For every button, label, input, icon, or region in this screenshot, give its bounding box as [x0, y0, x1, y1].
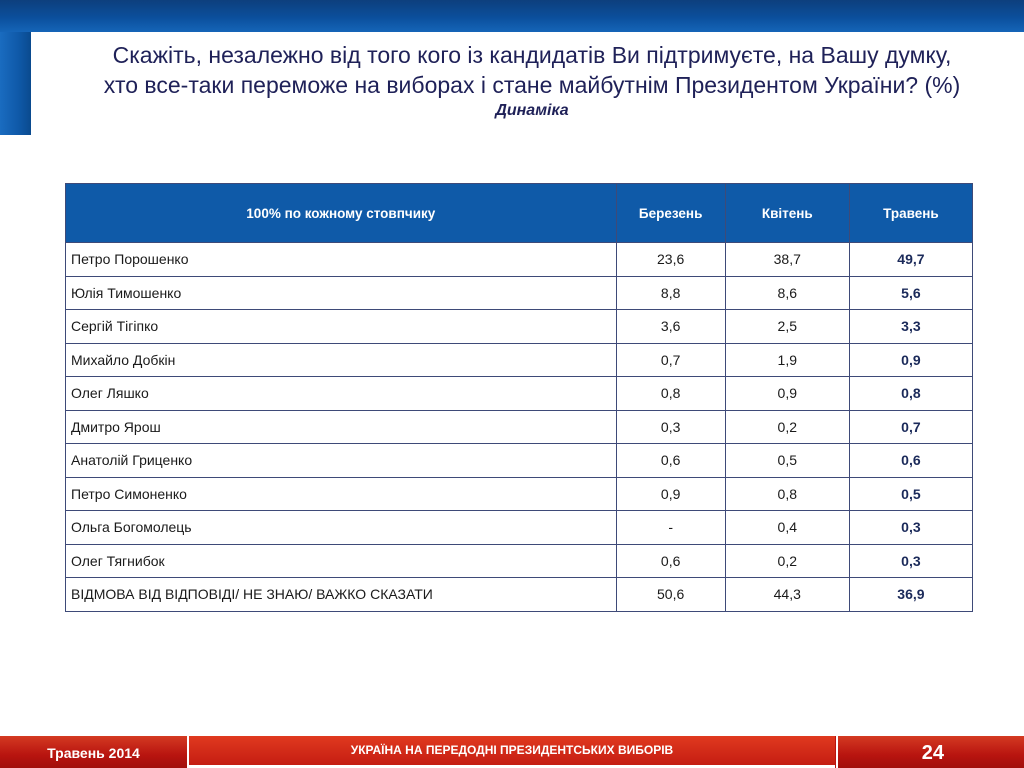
- candidate-name: Дмитро Ярош: [66, 410, 617, 444]
- candidate-name: Ольга Богомолець: [66, 511, 617, 545]
- candidate-name: Петро Порошенко: [66, 243, 617, 277]
- table-row: [66, 511, 973, 545]
- poll-results-table: [65, 183, 973, 612]
- table-row: [66, 343, 973, 377]
- column-header-candidate: 100% по кожному стовпчику: [66, 184, 617, 243]
- candidate-name: Сергій Тігіпко: [66, 310, 617, 344]
- value-may: 0,3: [849, 544, 972, 578]
- value-april: 38,7: [725, 243, 849, 277]
- question-title-line-1: Скажіть, незалежно від того кого із кандидатів Ви підтримуєте, на Вашу думку,: [112, 42, 952, 68]
- table-row: [66, 243, 973, 277]
- value-may: 0,7: [849, 410, 972, 444]
- value-april: 0,5: [725, 444, 849, 478]
- footer-bar: [0, 736, 1024, 768]
- value-march: 0,3: [616, 410, 725, 444]
- value-may: 0,8: [849, 377, 972, 411]
- candidate-name: Михайло Добкін: [66, 343, 617, 377]
- footer-date: Травень 2014: [0, 736, 187, 768]
- value-march: 0,7: [616, 343, 725, 377]
- value-april: 0,2: [725, 544, 849, 578]
- table-row: [66, 477, 973, 511]
- footer-page-number-box: [838, 736, 1024, 768]
- value-may: 49,7: [849, 243, 972, 277]
- table-row: [66, 544, 973, 578]
- column-header-april: Квітень: [725, 184, 849, 243]
- question-title-line-2: хто все-таки переможе на виборах і стане майбутнім Президентом України? (%): [103, 72, 961, 98]
- candidate-name: Олег Тягнибок: [66, 544, 617, 578]
- value-may: 0,9: [849, 343, 972, 377]
- footer-caption: УКРАЇНА НА ПЕРЕДОДНІ ПРЕЗИДЕНТСЬКИХ ВИБОРІВ: [189, 736, 835, 768]
- table-header-row: [66, 184, 973, 243]
- value-march: 0,6: [616, 444, 725, 478]
- value-march: 0,8: [616, 377, 725, 411]
- column-header-march: Березень: [616, 184, 725, 243]
- value-march: 23,6: [616, 243, 725, 277]
- value-april: 1,9: [725, 343, 849, 377]
- value-march: 8,8: [616, 276, 725, 310]
- top-decorative-band: [0, 0, 1024, 32]
- value-march: -: [616, 511, 725, 545]
- value-may: 0,5: [849, 477, 972, 511]
- column-header-may: Травень: [849, 184, 972, 243]
- candidate-name: Олег Ляшко: [66, 377, 617, 411]
- value-may: 0,6: [849, 444, 972, 478]
- value-march: 50,6: [616, 578, 725, 612]
- value-may: 3,3: [849, 310, 972, 344]
- table-row: [66, 377, 973, 411]
- candidate-name: Анатолій Гриценко: [66, 444, 617, 478]
- page-number: 24: [921, 742, 944, 764]
- value-march: 0,6: [616, 544, 725, 578]
- value-april: 0,4: [725, 511, 849, 545]
- value-april: 0,2: [725, 410, 849, 444]
- table-row: [66, 578, 973, 612]
- value-may: 36,9: [849, 578, 972, 612]
- table-row: [66, 410, 973, 444]
- candidate-name: ВІДМОВА ВІД ВІДПОВІДІ/ НЕ ЗНАЮ/ ВАЖКО СКАЗАТИ: [66, 578, 617, 612]
- table-row: [66, 276, 973, 310]
- subtitle-dynamics: Динаміка: [495, 102, 569, 119]
- value-may: 5,6: [849, 276, 972, 310]
- table-row: [66, 444, 973, 478]
- title-area: [40, 40, 1024, 120]
- value-march: 3,6: [616, 310, 725, 344]
- value-april: 8,6: [725, 276, 849, 310]
- value-april: 44,3: [725, 578, 849, 612]
- value-april: 2,5: [725, 310, 849, 344]
- left-decorative-band: [0, 32, 31, 135]
- value-april: 0,9: [725, 377, 849, 411]
- value-may: 0,3: [849, 511, 972, 545]
- value-april: 0,8: [725, 477, 849, 511]
- candidate-name: Петро Симоненко: [66, 477, 617, 511]
- candidate-name: Юлія Тимошенко: [66, 276, 617, 310]
- value-march: 0,9: [616, 477, 725, 511]
- table-row: [66, 310, 973, 344]
